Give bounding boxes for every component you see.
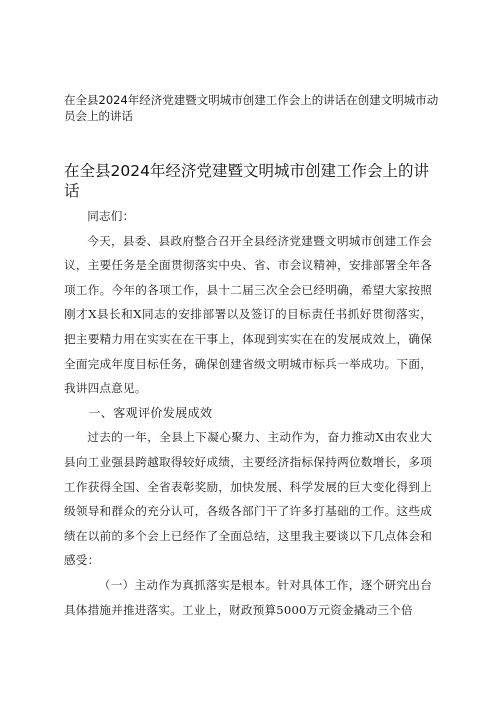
document-header: 在全县2024年经济党建暨文明城市创建工作会上的讲话在创建文明城市动员会上的讲话 bbox=[64, 93, 439, 123]
document-body bbox=[64, 204, 432, 622]
paragraph-point-1: （一）主动作为真抓落实是根本。针对具体工作，逐个研究出台具体措施并推进落实。工业上，财政预算5000万元资金撬动三个倍 bbox=[64, 577, 432, 617]
section-heading-1: 一、客观评价发展成效 bbox=[88, 405, 213, 420]
salutation: 同志们： bbox=[87, 209, 135, 223]
document-title: 在全县2024年经济党建暨文明城市创建工作会上的讲话 bbox=[64, 162, 429, 200]
paragraph-intro: 今天，县委、县政府整合召开全县经济党建暨文明城市创建工作会议，主要任务是全面贯彻落实中央、省、市会议精神，安排部署全年各项工作。今年的各项工作，县十二届三次全会已经明确，希望大家按照刚才X县长和X同志的安排部署以及签订的目标责任书抓好贯彻落实，把主要精力用在实实在在干事上，体现到实实在在的发展成效上，确保全面完成年度目标任务，确保创建省级文明城市标兵一举成功。下面，我讲四点意见。 bbox=[64, 233, 432, 396]
paragraph-achievements: 过去的一年，全县上下凝心聚力、主动作为，奋力推动X由农业大县向工业强县跨越取得较好成绩，主要经济指标保持两位数增长，多项工作获得全国、全省表彰奖励，加快发展、科学发展的巨大变化得到上级领导和群众的充分认可，各级各部门干了许多打基础的工作。这些成绩在以前的多个会上已经作了全面总结，这里我主要谈以下几点体会和感受： bbox=[64, 430, 432, 568]
